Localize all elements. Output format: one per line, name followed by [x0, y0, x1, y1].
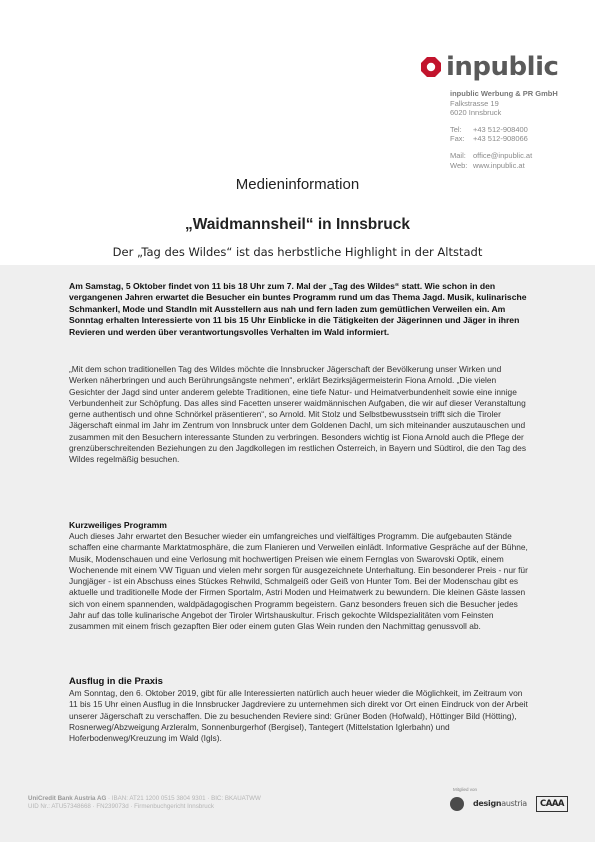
uid-line: UID Nr.: ATU57348668 · FN239073d · Firmenbuchgericht Innsbruck	[28, 803, 214, 811]
paragraph-3: Am Sonntag, den 6. Oktober 2019, gibt für alle Interessierten natürlich auch heuer wieder die Möglichkeit, im Zeitraum von 11 bis 15 Uhr einen Ausflug in die Innsbrucker Jagdreviere zu unternehmen sich direkt vor Ort einen Eindruck von der Arbeit unserer Jägerschaft zu verschaffen. Die zu besuchenden Reviere sind: Grüner Boden (Hofwald), Höttinger Bild (Hötting), Rosnerweg/Abzweigung Arzleralm, Sonnenburgerhof (Bergisel), Tantegert (Mittelstation Iglerbahn) und Hoferbodenweg/Kreuzung im Wald (Igls).	[69, 688, 528, 744]
designaustria-logo: designaustria	[473, 799, 527, 808]
paragraph-2: Auch dieses Jahr erwartet den Besucher wieder ein umfangreiches und vielfältiges Programm. Die aufgebauten Stände schaffen eine charmante Marktatmosphäre, die zum Flanieren und Verweilen einlädt. Informative Gespräche auf der Bühne, Musik, Modenschauen und eine Verlosung mit hochwertigen Preisen wie einem Fernglas von Swarovski Optik, einem Wochenende mit einem VW Tiguan und vielen mehr sorgen für ausgezeichnete Unterhaltung. Ein besonderer Preis - nur für Jungjäger - ist ein Abschuss eines Stückes Rehwild, Schmalgeiß oder Geiß von Hunter Tom. Bei der Modenschau gibt es aktuelle und traditionelle Mode der Firmen Sportalm, Astri Moden und Heimatwerk zu bewundern. Die kleinen Gäste lassen sich von einem spannenden, waldpädagogischen Programm begeistern. Ganz besonders freuen sich die Besucher jedes Jahr auf das tolle kulinarische Angebot der Tiroler Wirtshauskultur. Frisch gekochte Wildspezialitäten vom Feinsten zusammen mit einem frisch gezapften Bier oder einem guten Glas Wein runden den Nachmittag genussvoll ab.	[69, 531, 528, 632]
lead-paragraph: Am Samstag, 5 Oktober findet von 11 bis 18 Uhr zum 7. Mal der „Tag des Wildes“ statt. Wie schon in den vergangenen Jahren erwartet die Besucher ein buntes Programm rund um das Thema Jagd. Musik, kulinarische Schmankerl, Mode und Standln mit Ausstellern aus nah und fern laden zum gemütlichen Verweilen ein. Am Sonntag erhalten Interessierte von 11 bis 15 Uhr Einblicke in die Tätigkeiten der Jägerinnen und Jäger in ihren Revieren und werden über verantwortungsvolles Verhalten im Wald informiert.	[69, 281, 527, 337]
contact-block	[450, 89, 558, 170]
fax-row: Fax: +43 512-908066	[450, 134, 528, 144]
mail-link[interactable]: office@inpublic.at	[473, 150, 533, 160]
member-logo-dot	[450, 797, 464, 811]
section-heading-excursion: Ausflug in die Praxis	[69, 676, 163, 687]
tel-number[interactable]: +43 512-908400	[473, 124, 528, 134]
mail-row: Mail: office@inpublic.at	[450, 150, 533, 160]
caaa-logo: CAAA	[536, 796, 568, 812]
street: Falkstrasse 19	[450, 98, 499, 108]
web-row: Web: www.inpublic.at	[450, 160, 525, 170]
headline: „Waidmannsheil“ in Innsbruck	[184, 216, 411, 233]
inpublic-logo	[420, 53, 558, 81]
tel-row: Tel: +43 512-908400	[450, 124, 528, 134]
bank-details: · IBAN: AT21 1200 0515 3804 9301 · BIC: BKAUATWW	[106, 795, 261, 802]
paragraph-1: „Mit dem schon traditionellen Tag des Wildes möchte die Innsbrucker Jägerschaft der Bevölkerung unser Wirken und Werken näherbringen und auch Berührungsängste nehmen“, erklärt Bezirksjägermeisterin Fiona Arnold. „Die vielen Gesichter der Jagd sind unter anderem gelebte Traditionen, eine tiefe Natur- und Heimatverbundenheit sowie eine innige Verbundenheit zur Schöpfung. Das alles sind Facetten unserer waidmännischen Aufgaben, die wir auf dieser Veranstaltung gerne authentisch und ohne Schnörkel präsentieren“, so Arnold. Mit Stolz und Selbstbewusstsein trifft sich die Tiroler Jägerschaft einmal im Jahr im Zentrum von Innsbruck unter dem Goldenen Dachl, um sich miteinander auszutauschen und zusammen mit den Besuchern interessante Stunden zu verbringen. Besonders wichtig ist Fiona Arnold auch die Pflege der grenzüberschreitenden Beziehungen zu den Jagdkollegen im restlichen Österreich, in Bayern und Südtirol, die den Tag des Wildes regelmäßig besuchen.	[69, 364, 527, 465]
document-kind: Medieninformation	[235, 176, 360, 193]
logo-text: inpublic	[446, 52, 559, 82]
subheadline: Der „Tag des Wildes“ ist das herbstliche Highlight in der Altstadt	[112, 245, 483, 259]
fax-number: +43 512-908066	[473, 134, 528, 144]
company-name: inpublic Werbung & PR GmbH	[450, 89, 558, 98]
member-label: Mitglied von	[453, 787, 478, 792]
section-heading-program: Kurzweiliges Programm	[69, 520, 167, 530]
bank-name: UniCredit Bank Austria AG	[28, 795, 107, 802]
footer-bank-info	[28, 795, 261, 812]
octagon-logo-icon	[420, 56, 442, 78]
city: 6020 Innsbruck	[450, 108, 502, 118]
web-link[interactable]: www.inpublic.at	[473, 160, 525, 170]
